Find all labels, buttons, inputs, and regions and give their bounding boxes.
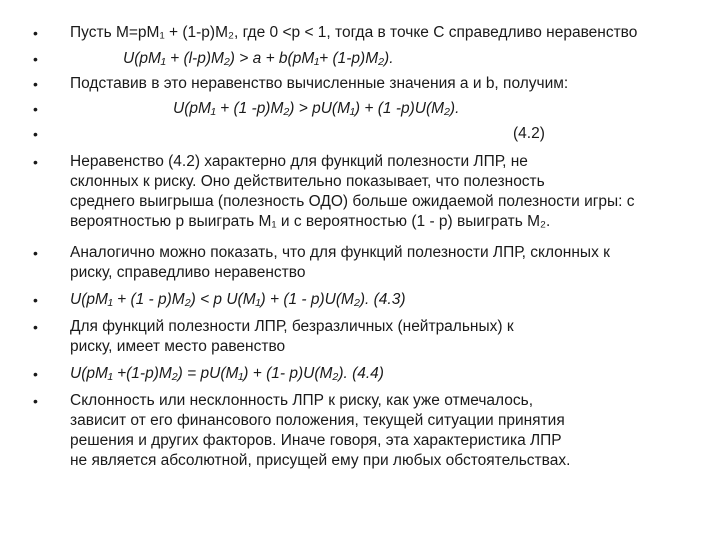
list-item-text: [70, 364, 690, 384]
text-line: Аналогично можно показать, что для функций полезности ЛПР, склонных к: [70, 244, 610, 261]
text-line: Подставив в это неравенство вычисленные значения a и b, получим:: [70, 75, 569, 92]
bullet-icon: •: [33, 76, 38, 92]
text-line: Склонность или несклонность ЛПР к риску, как уже отмечалось,: [70, 392, 534, 409]
formula-line: U(рM₁ + (1 - р)M₂) < р U(M₁) + (1 - р)U(M₂). (4.3): [70, 291, 406, 308]
bullet-icon: •: [33, 393, 38, 409]
text-line: Пусть М=рМ₁ + (1-р)М₂, где 0 <р < 1, тогда в точке С справедливо неравенство: [70, 24, 638, 41]
text-line: Неравенство (4.2) характерно для функций полезности ЛПР, не: [70, 153, 528, 170]
list-item-text: [123, 49, 720, 69]
equation-number: (4.2): [513, 125, 545, 142]
list-item-text: [70, 23, 690, 43]
bullet-icon: •: [33, 126, 38, 142]
list-item-text: [173, 99, 720, 119]
list-item-text: [70, 243, 690, 283]
text-line: риску, имеет место равенство: [70, 338, 286, 355]
bullet-icon: •: [33, 319, 38, 335]
bullet-icon: •: [33, 101, 38, 117]
text-line: вероятностью р выиграть М₁ и с вероятностью (1 - р) выиграть М₂.: [70, 213, 551, 230]
bullet-icon: •: [33, 51, 38, 67]
list-item-text: [70, 290, 690, 310]
text-line: зависит от его финансового положения, текущей ситуации принятия: [70, 412, 565, 429]
list-item-text: [70, 391, 690, 471]
bullet-icon: •: [33, 292, 38, 308]
bullet-icon: •: [33, 366, 38, 382]
bullet-icon: •: [33, 25, 38, 41]
formula-line: U(рM₁ +(1-р)M₂) = рU(M₁) + (1- р)U(M₂). (4.4): [70, 365, 384, 382]
bullet-icon: •: [33, 245, 38, 261]
list-item-text: [513, 124, 720, 144]
formula-line: U(рM₁ + (1 -р)M₂) > рU(M₁) + (1 -р)U(M₂).: [173, 100, 460, 117]
text-line: склонных к риску. Оно действительно показывает, что полезность: [70, 173, 545, 190]
text-line: не является абсолютной, присущей ему при любых обстоятельствах.: [70, 452, 571, 469]
bullet-icon: •: [33, 154, 38, 170]
text-line: Для функций полезности ЛПР, безразличных (нейтральных) к: [70, 318, 514, 335]
list-item-text: [70, 74, 690, 94]
list-item-text: [70, 317, 690, 357]
formula-line: U(рM₁ + (l-р)M₂) > a + b(рM₁+ (1-р)M₂).: [123, 50, 394, 67]
list-item-text: [70, 152, 690, 232]
text-line: риску, справедливо неравенство: [70, 264, 306, 281]
text-line: среднего выигрыша (полезность ОДО) больше ожидаемой полезности игры: с: [70, 193, 635, 210]
text-line: решения и других факторов. Иначе говоря, эта характеристика ЛПР: [70, 432, 562, 449]
